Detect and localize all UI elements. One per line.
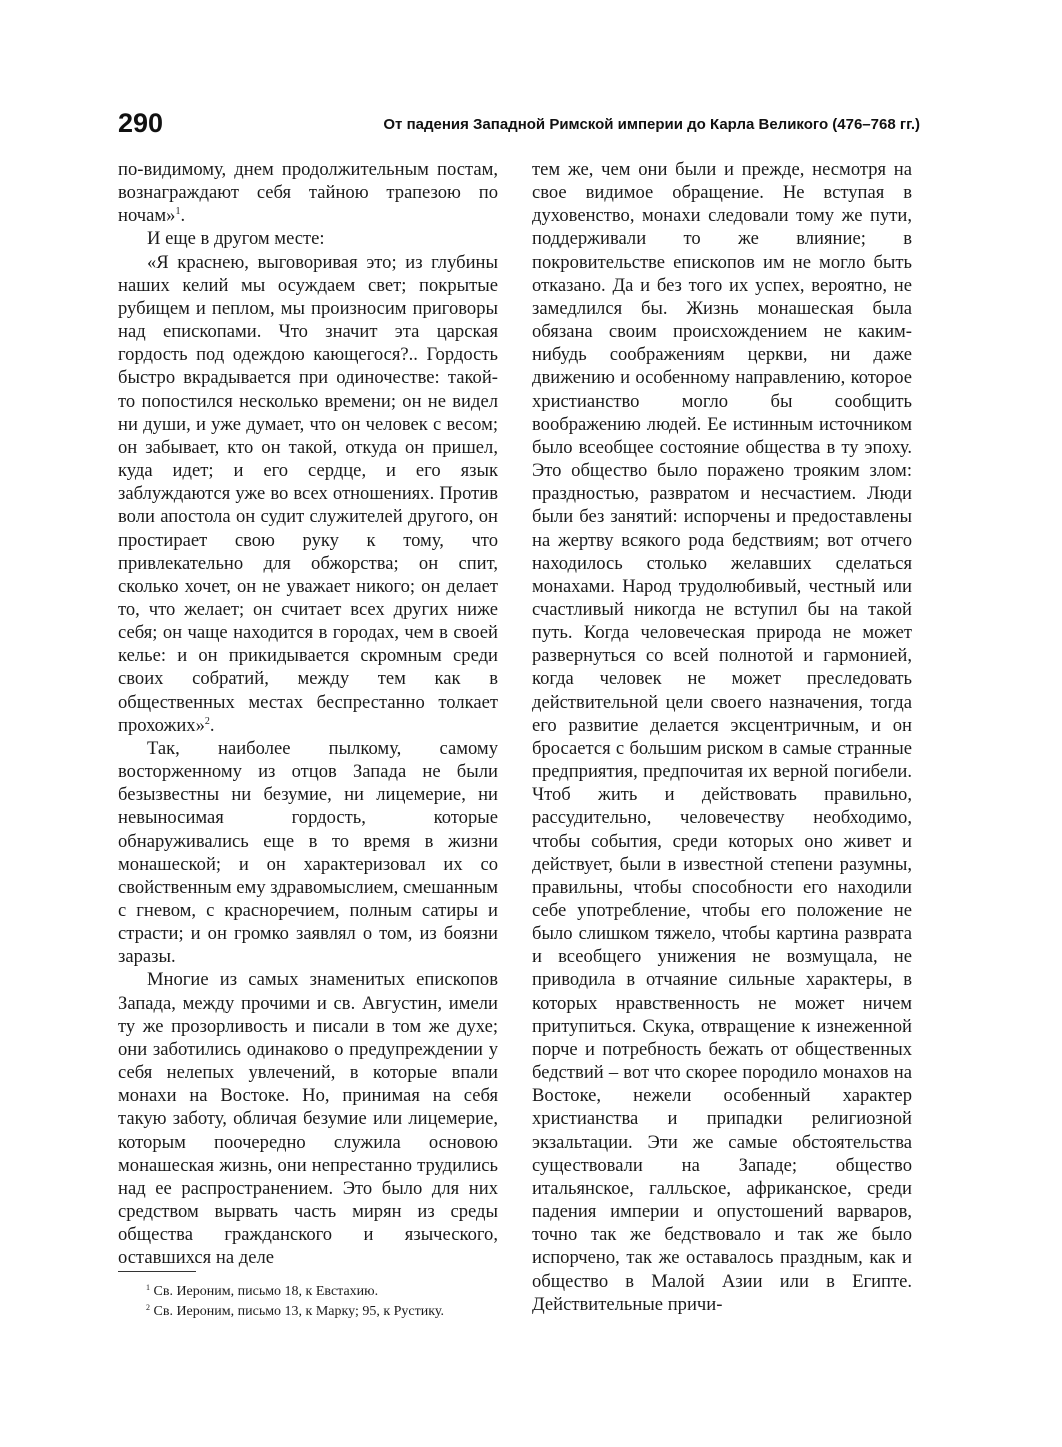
paragraph: тем же, чем они были и прежде, несмотря на свое видимое обращение. Не вступая в духовенство, монахи следовали тому же пути, поддерживали то же влияние; в покровительстве епископов им не могло быть отказано. Да и без того их успех, вероятно, не замедлился бы. Жизнь монашеская была обязана своим происхождением не каким-нибудь соображениям церкви, ни даже движению и особенному направлению, которое христианство могло бы сообщить воображению людей. Ее истинным источником было всеобщее состояние общества в ту эпоху. Это общество было поражено трояким злом: праздностью, развратом и несчастием. Люди были без занятий: испорчены и предоставлены на жертву всякого рода бедствиям; вот отчего находилось столько желавших сделаться монахами. Народ трудолюбивый, честный или счастливый никогда не вступил бы на такой путь. Когда человеческая природа не может развернуться со всей полнотой и гармонией, когда человек не может преследовать действительной цели своего назначения, тогда его развитие делается эксцентричным, и он бросается с большим риском в самые странные предприятия, предпочитая их верной погибели. Чтоб жить и действовать правильно, рассудительно, человечеству необходимо, чтобы события, среди которых оно живет и действует, были в известной степени разумны, правильны, чтобы способности его находили себе употребление, чтобы его положение не было слишком тяжело, чтобы картина разврата и всеобщего унижения не возмущала, не приводила в отчаяние сильные характеры, в которых нравственность не может ничем притупиться. Скука, отвращение к изнеженной порче и потребность бежать от общественных бедствий – вот что скорее породило монахов на Востоке, нежели особенный характер христианства и припадки религиозной экзальтации. Эти же самые обстоятельства существовали на Западе; общество итальянское, галльское, африканское, среди падения империи и опустошений варваров, точно так же бедствовало и так же было испорчено, так же оставалось праздным, как и общество в Малой Азии или в Египте. Действительные причи- <box>532 159 912 1315</box>
paragraph: по-видимому, днем продолжительным постам, вознаграждают себя тайною трапезою по ночам»$^1$. <box>118 159 498 227</box>
footnote-mark: 2 <box>146 1303 150 1312</box>
footnote-mark: 1 <box>146 1283 150 1292</box>
running-title: От падения Западной Римской империи до Карла Великого (476–768 гг.) <box>383 116 920 133</box>
quote-paragraph: «Я краснею, выговоривая это; из глубины наших келий мы осуждаем свет; покрытые рубищем и пеплом, мы произносим приговоры над епископами. Что значит эта царская гордость под одеждою кающегося?.. Гордость быстро вкрадывается при одиночестве: такой-то попостился несколько времени; он не видел ни души, и уже думает, что он человек с весом; он забывает, кто он такой, откуда он пришел, куда идет; и его сердце, и его язык заблуждаются уже во всех отношениях. Против воли апостола он судит служителей другого, он простирает свою руку к тому, что привлекательно для обжорства; он спит, сколько хочет, он не уважает никого; он делает то, что желает; он считает всех других ниже себя; он чаще находится в городах, чем в своей келье: и он прикидывается скромным среди своих собратий, между тем как в общественных местах беспрестанно толкает прохожих»$^2$. <box>118 251 498 736</box>
footnote-divider <box>118 1271 196 1272</box>
footnote-ref-2[interactable]: 2 <box>204 715 210 727</box>
paragraph: Многие из самых знаменитых епископов Запада, между прочими и св. Августин, имели ту же прозорливость и писали в том же духе; они заботились одинаково о предупреждении у себя нелепых увлечений, в которые впали монахи на Востоке. Но, принимая на себя такую заботу, обличая безумие или лицемерие, которым поочередно служила основою монашеская жизнь, они непрестанно трудились над ее распространением. Это было для них средством вырвать часть мирян из среды общества гражданского и языческого, оставшихся на деле <box>118 969 498 1269</box>
paragraph: Так, наиболее пылкому, самому восторженному из отцов Запада не были безызвестны ни безумие, ни лицемерие, ни невыносимая гордость, которые обнаруживались еще в то время в жизни монашеской; и он характеризовал их со свойственным ему здравомыслием, смешанным с гневом, с красноречием, полным сатиры и страсти; и он громко заявлял о том, из боязни заразы. <box>118 737 498 968</box>
footnote-2: $^2$ Св. Иероним, письмо 13, к Марку; 95, к Рустику. <box>146 1303 444 1319</box>
right-column <box>532 158 912 1316</box>
left-column <box>118 158 498 1270</box>
page-header <box>118 108 920 148</box>
footnotes <box>118 1282 498 1322</box>
page-number: 290 <box>118 108 164 138</box>
footnote-ref-1[interactable]: 1 <box>175 206 181 218</box>
footnote-1: $^1$ Св. Иероним, письмо 18, к Евстахию. <box>146 1283 379 1299</box>
paragraph: И еще в другом месте: <box>147 228 325 250</box>
